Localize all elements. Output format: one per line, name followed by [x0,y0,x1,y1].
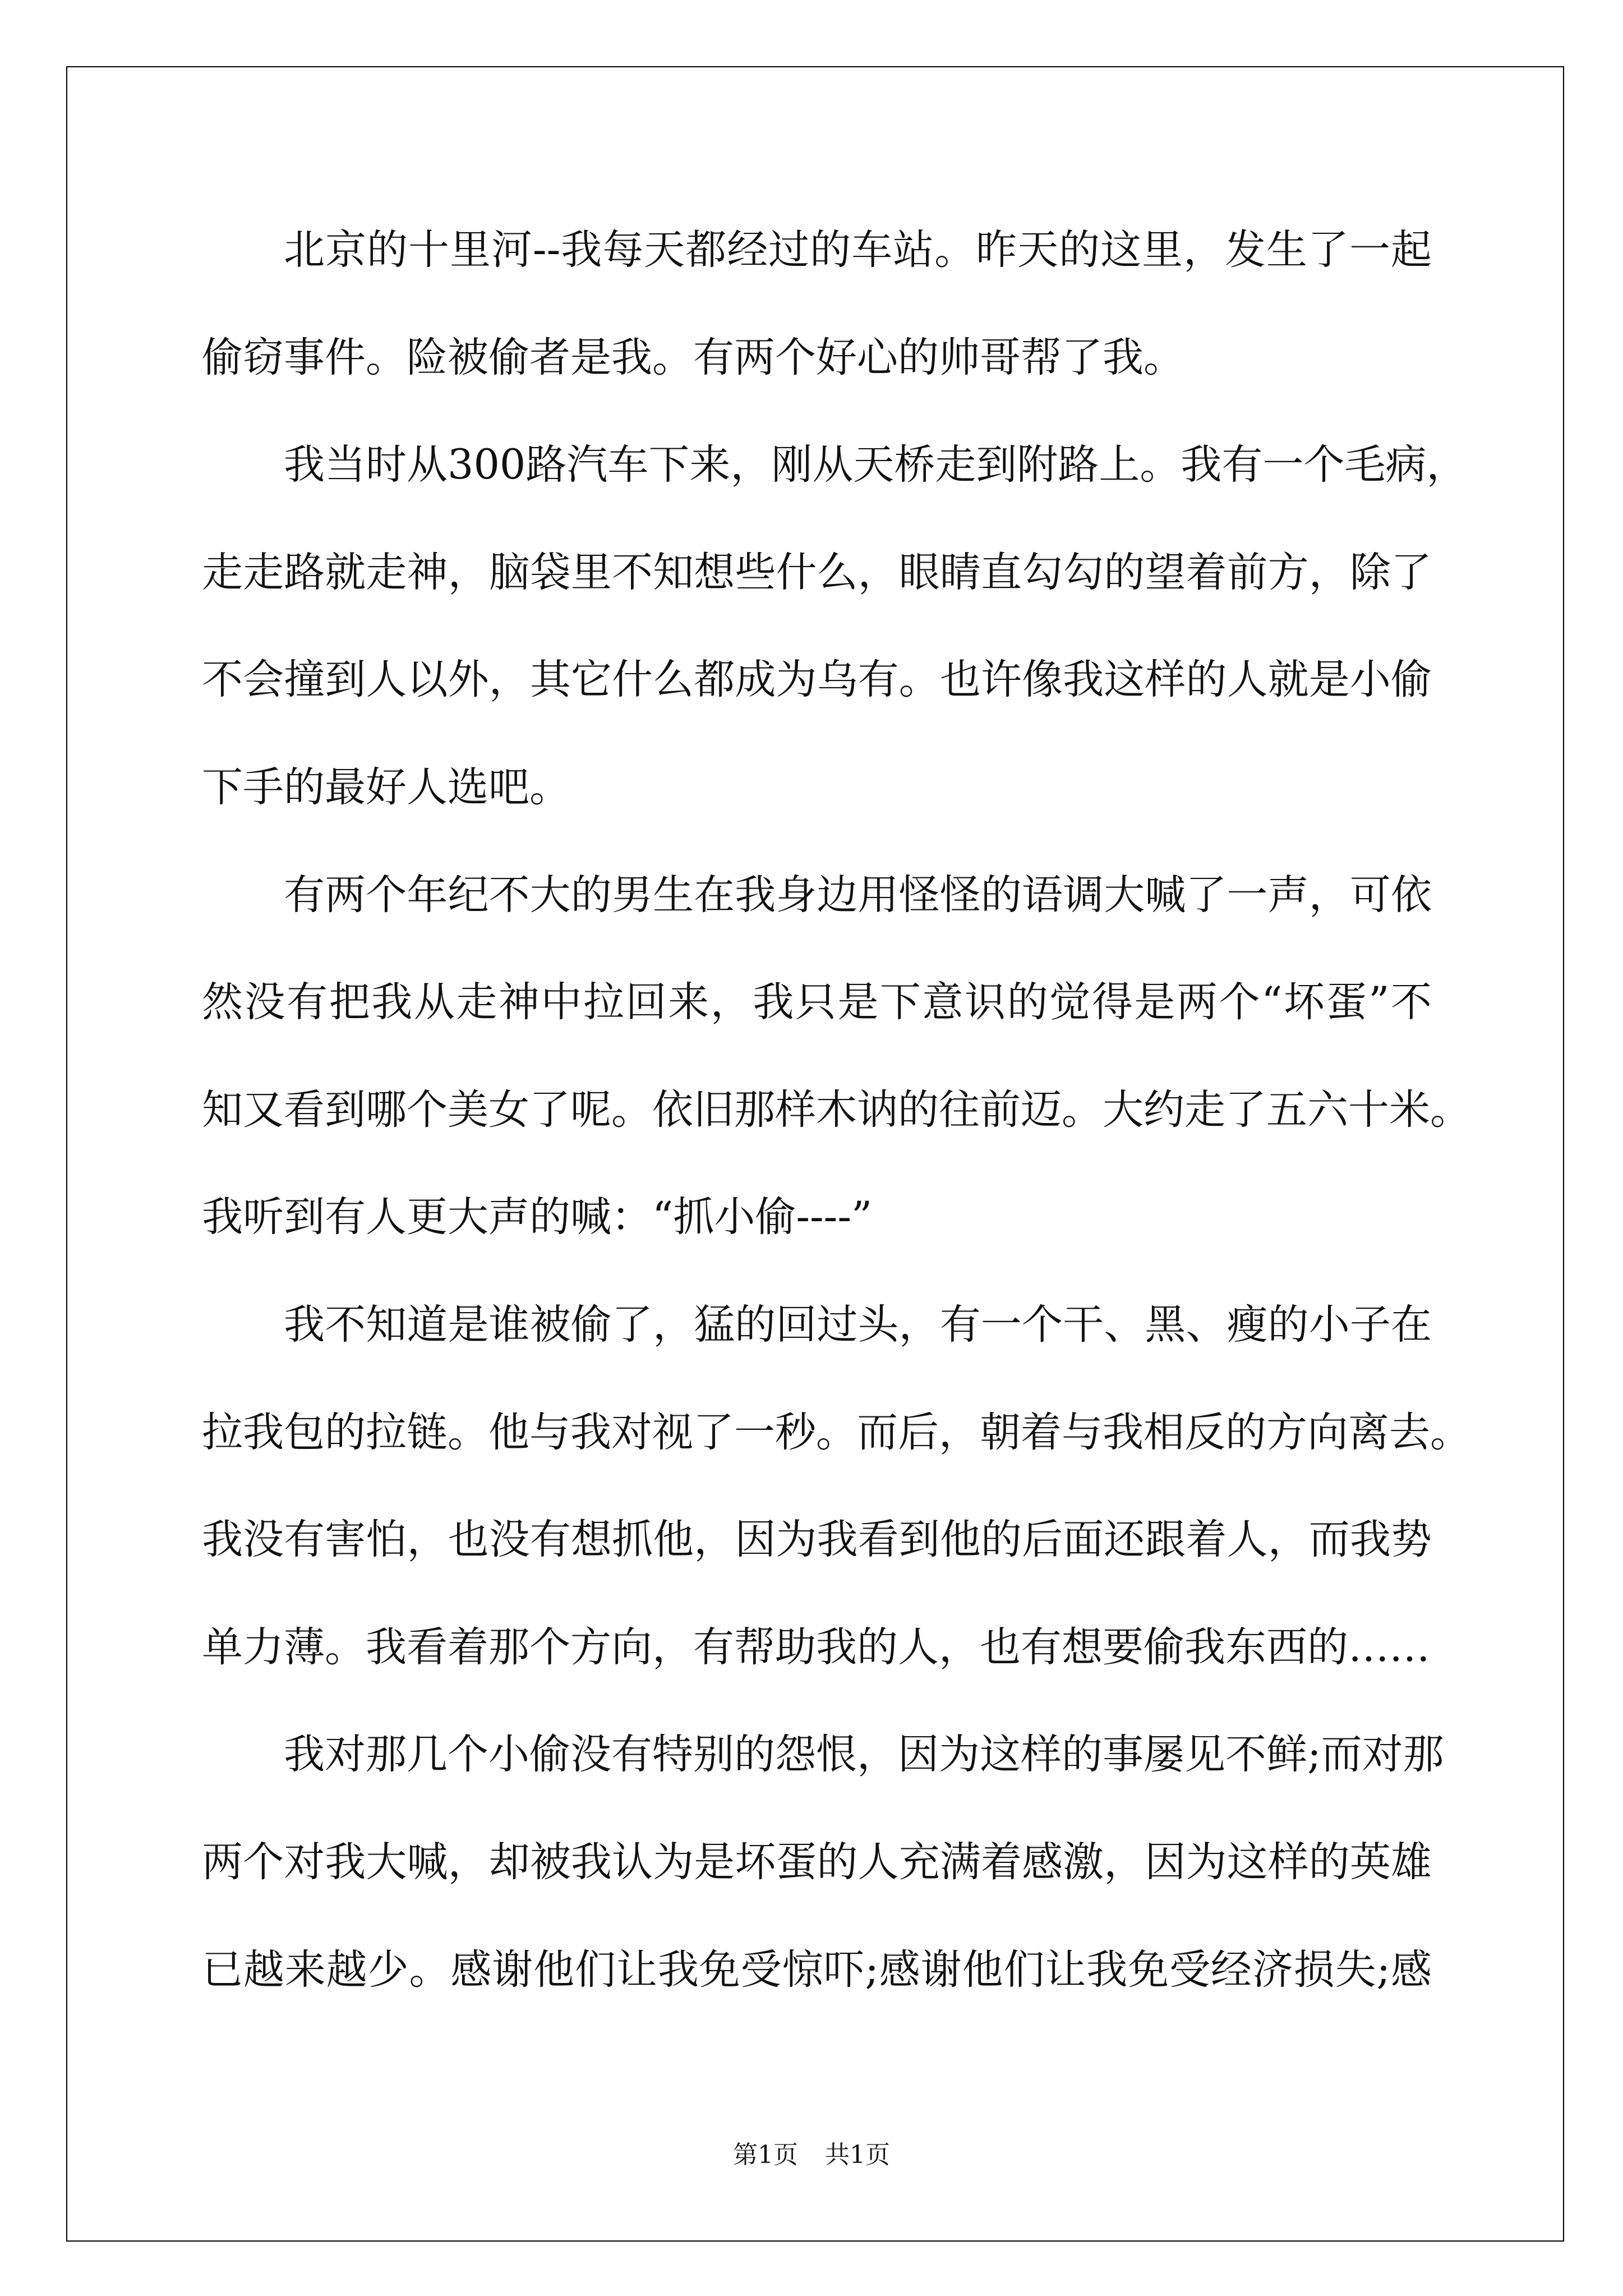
text-line: 我不知道是谁被偷了，猛的回过头，有一个干、黑、瘦的小子在 [284,1300,1432,1349]
text-line: 已越来越少。感谢他们让我免受惊吓;感谢他们让我免受经济损失;感 [202,1945,1432,1994]
paragraph [202,1271,1471,1701]
text-line: 我对那几个小偷没有特别的怨恨，因为这样的事屡见不鲜;而对那 [284,1731,1444,1779]
text-line: 偷窃事件。险被偷者是我。有两个好心的帅哥帮了我。 [202,333,1184,381]
text-line: 有两个年纪不大的男生在我身边用怪怪的语调大喊了一声，可依 [284,871,1432,919]
text-line: 然没有把我从走神中拉回来，我只是下意识的觉得是两个“坏蛋”不 [202,978,1432,1027]
paragraph [202,411,1468,841]
paragraph [202,841,1471,1271]
text-line: 拉我包的拉链。他与我对视了一秒。而后，朝着与我相反的方向离去。 [202,1408,1471,1456]
text-line: 走走路就走神，脑袋里不知想些什么，眼睛直勾勾的望着前方，除了 [202,548,1432,596]
text-line: 下手的最好人选吧。 [202,763,570,811]
document-body [202,196,1471,2023]
text-line: 不会撞到人以外，其它什么都成为乌有。也许像我这样的人就是小偷 [202,656,1432,704]
paragraph [202,1701,1444,2023]
text-line: 北京的十里河--我每天都经过的车站。昨天的这里，发生了一起 [284,226,1432,274]
text-line: 知又看到哪个美女了呢。依旧那样木讷的往前迈。大约走了五六十米。 [202,1085,1471,1134]
text-line: 我没有害怕，也没有想抓他，因为我看到他的后面还跟着人，而我势 [202,1516,1432,1564]
page-number-total: 共1页 [825,2141,890,2169]
text-line: 两个对我大喊，却被我认为是坏蛋的人充满着感激，因为这样的英雄 [202,1838,1432,1886]
text-line: 单力薄。我看着那个方向，有帮助我的人，也有想要偷我东西的…… [202,1623,1430,1671]
text-line: 我当时从300路汽车下来，刚从天桥走到附路上。我有一个毛病， [284,441,1468,489]
page-number-current: 第1页 [733,2141,798,2169]
page-footer [0,2138,1623,2172]
paragraph [202,196,1432,411]
text-line: 我听到有人更大声的喊：“抓小偷----” [202,1193,873,1241]
